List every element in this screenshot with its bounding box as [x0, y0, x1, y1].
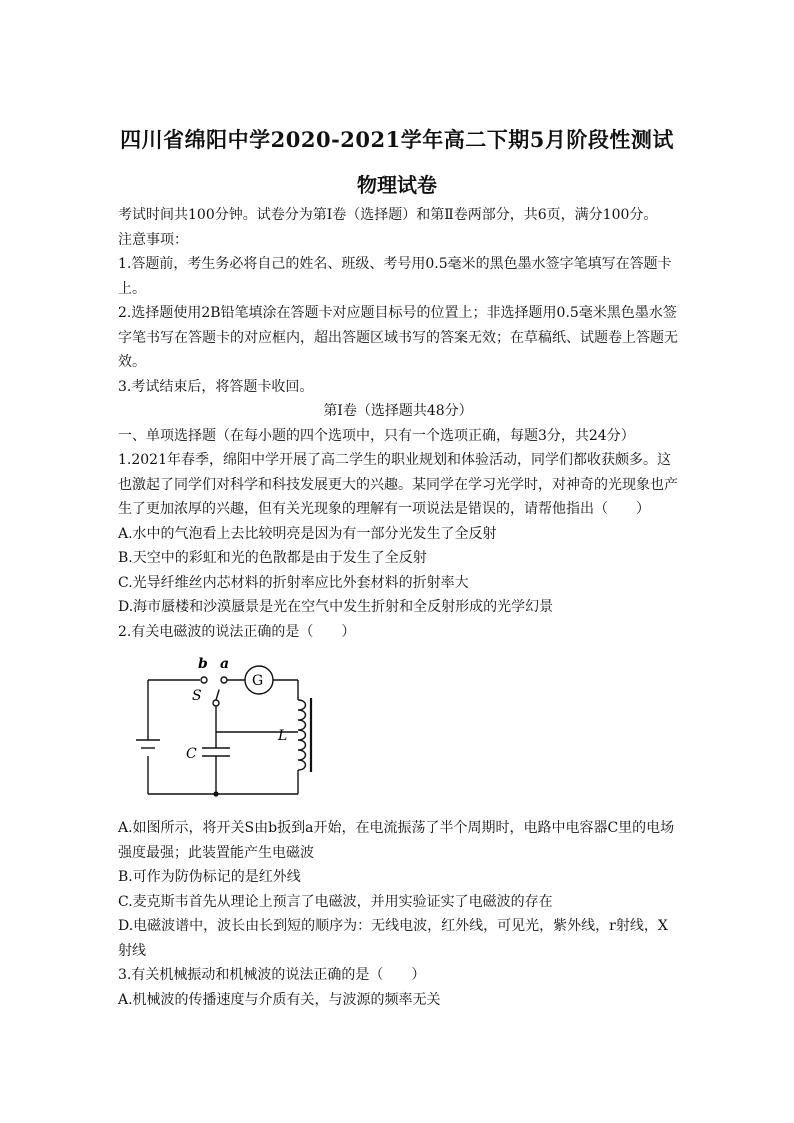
switch-label: S [192, 688, 202, 704]
galvanometer-label: G [252, 673, 264, 689]
question-3-option-a: A.机械波的传播速度与介质有关，与波源的频率无关 [118, 991, 441, 1008]
question-2-stem: 2.有关电磁波的说法正确的是（ ） [118, 623, 356, 640]
exam-time-line: 考试时间共100分钟。试卷分为第Ⅰ卷（选择题）和第Ⅱ卷两部分，共6页，满分100分。 [118, 207, 658, 223]
question-2-option-a: A.如图所示，将开关S由b扳到a开始，在电流振荡了半个周期时，电路中电容器C里的电场强度最强；此装置能产生电磁波 [118, 820, 675, 861]
exam-title: 四川省绵阳中学2020-2021学年高二下期5月阶段性测试 [120, 127, 674, 152]
question-1-option-c: C.光导纤维丝内芯材料的折射率应比外套材料的折射率大 [118, 574, 469, 591]
exam-body [118, 203, 678, 1012]
exam-subtitle: 物理试卷 [357, 173, 437, 197]
note-3: 3.考试结束后，将答题卡收回。 [118, 378, 314, 395]
question-3-stem: 3.有关机械振动和机械波的说法正确的是（ ） [118, 967, 426, 983]
junction-dot [213, 791, 218, 796]
terminal-a-label: a [220, 656, 230, 672]
question-2-option-c: C.麦克斯韦首先从理论上预言了电磁波，并用实验证实了电磁波的存在 [118, 893, 553, 910]
capacitor-label: C [186, 746, 197, 762]
notes-heading: 注意事项： [118, 231, 188, 248]
note-1: 1.答题前，考生务必将自己的姓名、班级、考号用0.5毫米的黑色墨水签字笔填写在答题卡上。 [118, 256, 672, 297]
question-1-option-d: D.海市蜃楼和沙漠蜃景是光在空气中发生折射和全反射形成的光学幻景 [118, 599, 554, 615]
note-2: 2.选择题使用2B铅笔填涂在答题卡对应题目标号的位置上；非选择题用0.5毫米黑色墨水签字笔书写在答题卡的对应框内，超出答题区域书写的答案无效；在草稿纸、试题卷上答题无效。 [118, 305, 678, 370]
question-2-option-b: B.可作为防伪标记的是红外线 [118, 869, 301, 885]
question-1-option-a: A.水中的气泡看上去比较明亮是因为有一部分光发生了全反射 [118, 525, 497, 542]
lc-circuit-diagram [128, 652, 318, 812]
inductor-label: L [278, 728, 288, 744]
question-1-option-b: B.天空中的彩虹和光的色散都是由于发生了全反射 [118, 550, 427, 566]
terminal-b-label: b [198, 656, 208, 672]
question-1-stem: 1.2021年春季，绵阳中学开展了高二学生的职业规划和体验活动，同学们都收获颇多。这也激起了同学们对科学和科技发展更大的兴趣。某同学在学习光学时，对神奇的光现象也产生了更加浓厚的兴趣，但有关光现象的理解有一项说法是错误的，请帮他指出（ ） [118, 452, 678, 517]
part-title: 第Ⅰ卷（选择题共48分） [323, 403, 473, 419]
section-heading: 一、单项选择题（在每小题的四个选项中，只有一个选项正确，每题3分，共24分） [118, 427, 635, 444]
question-2-option-d: D.电磁波谱中，波长由长到短的顺序为：无线电波，红外线，可见光，紫外线，r射线，X射线 [118, 918, 668, 959]
